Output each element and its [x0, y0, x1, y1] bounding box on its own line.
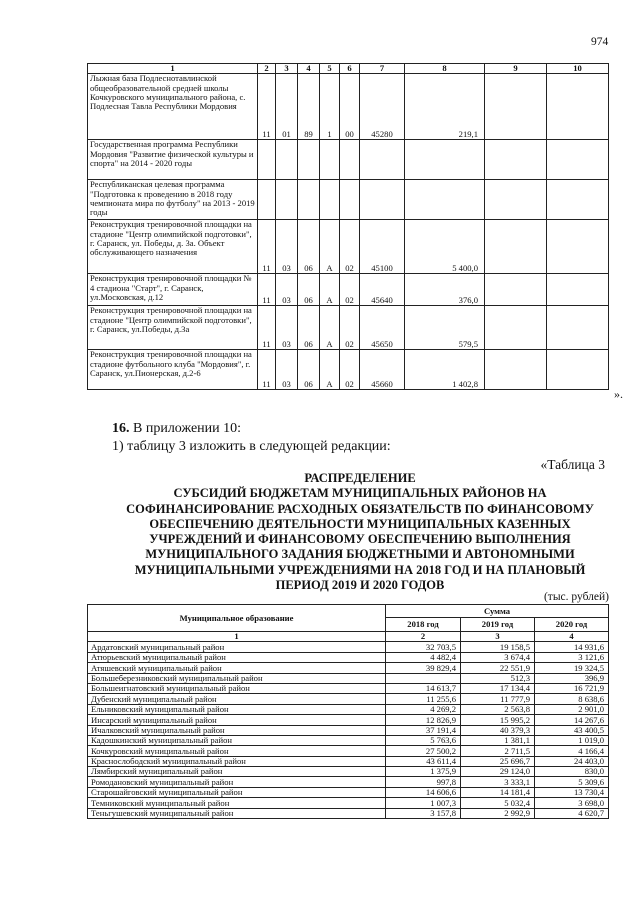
code-cell: 02	[340, 220, 360, 274]
code-cell	[320, 140, 340, 180]
code-cell: 45640	[360, 274, 405, 306]
table-row	[88, 140, 609, 180]
table-row	[88, 673, 609, 683]
code-cell: 45660	[360, 350, 405, 390]
capital-investments-table	[87, 63, 609, 390]
table-row	[88, 746, 609, 756]
closing-quote: ».	[614, 387, 623, 401]
subsidy-amount: 14 267,6	[535, 715, 609, 725]
table-row	[88, 642, 609, 652]
title-line: СОФИНАНСИРОВАНИЕ РАСХОДНЫХ ОБЯЗАТЕЛЬСТВ ПО ФИНАНСОВОМУ	[126, 501, 594, 516]
empty-cell	[485, 350, 547, 390]
object-name-cell: Лыжная база Подлеснотавлинской общеобразовательной средней школы Кочкуровского муниципального района, с. Подлесная Тавла Республики Мордовия	[88, 74, 258, 140]
municipality-name: Большеберезниковский муниципальный район	[88, 673, 386, 683]
municipality-name: Краснослободский муниципальный район	[88, 756, 386, 766]
subsidy-amount: 1 019,0	[535, 735, 609, 745]
col-header: 9	[485, 64, 547, 74]
code-cell	[360, 180, 405, 220]
empty-cell	[547, 140, 609, 180]
year-header: 2019 год	[461, 618, 535, 632]
code-cell: 45280	[360, 74, 405, 140]
col-header: 1	[88, 64, 258, 74]
table-row	[88, 777, 609, 787]
subsidy-amount: 17 134,4	[461, 683, 535, 693]
municipality-name: Большеигнатовский муниципальный район	[88, 683, 386, 693]
empty-cell	[547, 180, 609, 220]
code-cell	[276, 180, 298, 220]
code-cell: 45100	[360, 220, 405, 274]
subsidy-amount: 2 563,8	[461, 704, 535, 714]
table-header-row	[88, 605, 609, 618]
table-row	[88, 756, 609, 766]
code-cell: А	[320, 220, 340, 274]
section-heading	[112, 421, 241, 437]
municipality-name: Ичалковский муниципальный район	[88, 725, 386, 735]
object-name-cell: Государственная программа Республики Мордовия "Развитие физической культуры и спорта" на 2014 - 2020 годы	[88, 140, 258, 180]
code-cell	[298, 180, 320, 220]
table-row	[88, 683, 609, 693]
empty-cell	[485, 220, 547, 274]
subsidy-amount: 11 255,6	[386, 694, 461, 704]
subsidy-amount: 22 551,9	[461, 663, 535, 673]
table-row	[88, 787, 609, 797]
table-row	[88, 274, 609, 306]
code-cell: 11	[258, 220, 276, 274]
municipality-name: Ромодановский муниципальный район	[88, 777, 386, 787]
empty-cell	[485, 306, 547, 350]
empty-cell	[547, 74, 609, 140]
amount-cell: 5 400,0	[405, 220, 485, 274]
subsidy-amount: 2 711,5	[461, 746, 535, 756]
amount-cell	[405, 140, 485, 180]
table-row	[88, 74, 609, 140]
subsidy-amount: 3 698,0	[535, 798, 609, 808]
table-title	[98, 471, 622, 593]
subsidy-amount: 11 777,9	[461, 694, 535, 704]
subsidy-amount: 5 032,4	[461, 798, 535, 808]
table-row	[88, 306, 609, 350]
empty-cell	[485, 74, 547, 140]
municipality-name: Старошайговский муниципальный район	[88, 787, 386, 797]
units-label: (тыс. рублей)	[543, 591, 609, 603]
year-header: 2018 год	[386, 618, 461, 632]
subsidy-amount: 24 403,0	[535, 756, 609, 766]
municipality-name: Теньгушевский муниципальный район	[88, 808, 386, 818]
amount-cell: 219,1	[405, 74, 485, 140]
code-cell: 02	[340, 274, 360, 306]
subsidy-amount: 25 696,7	[461, 756, 535, 766]
column-number: 4	[535, 632, 609, 642]
code-cell: 1	[320, 74, 340, 140]
column-number: 3	[461, 632, 535, 642]
subsidy-amount: 13 730,4	[535, 787, 609, 797]
code-cell: А	[320, 350, 340, 390]
col-header: 8	[405, 64, 485, 74]
subsidy-amount: 40 379,3	[461, 725, 535, 735]
table-row	[88, 715, 609, 725]
code-cell: 89	[298, 74, 320, 140]
subsidy-amount: 32 703,5	[386, 642, 461, 652]
code-cell	[340, 180, 360, 220]
municipality-name: Кадошкинский муниципальный район	[88, 735, 386, 745]
object-name-cell: Реконструкция тренировочной площадки на стадионе футбольного клуба "Мордовия", г. Саранск, ул.Пионерская, д.2-6	[88, 350, 258, 390]
code-cell	[298, 140, 320, 180]
subsidy-amount: 4 482,4	[386, 652, 461, 662]
col-header: 7	[360, 64, 405, 74]
title-line: ПЕРИОД 2019 И 2020 ГОДОВ	[275, 578, 445, 593]
subsidy-amount: 1 375,9	[386, 767, 461, 777]
object-name-cell: Республиканская целевая программа "Подготовка к проведению в 2018 году чемпионата мира по футболу" на 2013 - 2019 годы	[88, 180, 258, 220]
title-line: СУБСИДИЙ БЮДЖЕТАМ МУНИЦИПАЛЬНЫХ РАЙОНОВ НА	[173, 486, 547, 501]
table-row	[88, 220, 609, 274]
subsidy-amount: 997,8	[386, 777, 461, 787]
code-cell	[320, 180, 340, 220]
amount-cell: 1 402,8	[405, 350, 485, 390]
municipality-name: Ардатовский муниципальный район	[88, 642, 386, 652]
subsidy-amount: 19 324,5	[535, 663, 609, 673]
subsidy-amount: 5 763,6	[386, 735, 461, 745]
section-text: В приложении 10:	[133, 421, 242, 436]
municipality-name: Инсарский муниципальный район	[88, 715, 386, 725]
title-line: ОБЕСПЕЧЕНИЮ ДЕЯТЕЛЬНОСТИ МУНИЦИПАЛЬНЫХ КАЗЕННЫХ	[149, 516, 571, 531]
subsidy-amount: 3 157,8	[386, 808, 461, 818]
empty-cell	[547, 220, 609, 274]
subsidy-amount: 29 124,0	[461, 767, 535, 777]
table-label: «Таблица 3	[540, 457, 605, 472]
subsidy-amount: 2 901,0	[535, 704, 609, 714]
amount-cell: 376,0	[405, 274, 485, 306]
column-number: 2	[386, 632, 461, 642]
empty-cell	[547, 350, 609, 390]
table-row	[88, 694, 609, 704]
table-row	[88, 735, 609, 745]
section-number: 16.	[112, 421, 130, 436]
subsidy-amount: 12 826,9	[386, 715, 461, 725]
subsidy-amount: 43 400,5	[535, 725, 609, 735]
subsidy-amount: 1 381,1	[461, 735, 535, 745]
subsidy-amount: 27 500,2	[386, 746, 461, 756]
code-cell: А	[320, 306, 340, 350]
municipality-name: Дубенский муниципальный район	[88, 694, 386, 704]
subsidy-amount: 14 613,7	[386, 683, 461, 693]
code-cell: 06	[298, 274, 320, 306]
empty-cell	[485, 180, 547, 220]
table-row	[88, 767, 609, 777]
table-row	[88, 798, 609, 808]
empty-cell	[547, 306, 609, 350]
code-cell: 03	[276, 274, 298, 306]
subsidy-amount: 15 995,2	[461, 715, 535, 725]
object-name-cell: Реконструкция тренировочной площадки № 4 стадиона "Старт", г. Саранск, ул.Московская, д.12	[88, 274, 258, 306]
subsidy-amount: 3 674,4	[461, 652, 535, 662]
code-cell: 03	[276, 350, 298, 390]
subsidy-amount: 14 606,6	[386, 787, 461, 797]
subsection-text: 1) таблицу 3 изложить в следующей редакции:	[112, 439, 391, 454]
amount-cell: 579,5	[405, 306, 485, 350]
col-header: 5	[320, 64, 340, 74]
col-header: 10	[547, 64, 609, 74]
subsidy-amount: 512,3	[461, 673, 535, 683]
code-cell: 06	[298, 220, 320, 274]
table-row	[88, 808, 609, 818]
subsidy-amount: 16 721,9	[535, 683, 609, 693]
object-name-cell: Реконструкция тренировочной площадки на стадионе "Центр олимпийской подготовки", г. Саранск, ул.Победы, д.3а	[88, 306, 258, 350]
subsidy-amount: 8 638,6	[535, 694, 609, 704]
table-row	[88, 180, 609, 220]
subsidy-amount: 43 611,4	[386, 756, 461, 766]
subsidy-amount: 3 333,1	[461, 777, 535, 787]
subsidy-amount: 37 191,4	[386, 725, 461, 735]
code-cell: 03	[276, 306, 298, 350]
subsidy-amount: 1 007,3	[386, 798, 461, 808]
col-header: 2	[258, 64, 276, 74]
code-cell	[258, 140, 276, 180]
subsidy-amount: 14 181,4	[461, 787, 535, 797]
col-header: 4	[298, 64, 320, 74]
subsidy-amount: 4 620,7	[535, 808, 609, 818]
code-cell: 02	[340, 306, 360, 350]
code-cell	[340, 140, 360, 180]
empty-cell	[485, 140, 547, 180]
subsidy-amount: 830,0	[535, 767, 609, 777]
code-cell	[258, 180, 276, 220]
subsidy-amount: 4 166,4	[535, 746, 609, 756]
title-line: МУНИЦИПАЛЬНЫМИ УЧРЕЖДЕНИЯМИ НА 2018 ГОД И НА ПЛАНОВЫЙ	[134, 562, 586, 577]
subsidy-amount: 4 269,2	[386, 704, 461, 714]
code-cell: 11	[258, 350, 276, 390]
subsidy-amount: 39 829,4	[386, 663, 461, 673]
sum-header: Сумма	[386, 605, 609, 618]
table-row	[88, 350, 609, 390]
title-line: УЧРЕЖДЕНИЙ И ФИНАНСОВОМУ ОБЕСПЕЧЕНИЮ ВЫПОЛНЕНИЯ	[149, 532, 571, 547]
year-header: 2020 год	[535, 618, 609, 632]
page-number: 974	[591, 36, 609, 48]
table-row	[88, 652, 609, 662]
code-cell: 11	[258, 274, 276, 306]
table-row	[88, 663, 609, 673]
subsidy-amount	[386, 673, 461, 683]
column-number: 1	[88, 632, 386, 642]
amount-cell	[405, 180, 485, 220]
subsidy-amount: 19 158,5	[461, 642, 535, 652]
code-cell: 06	[298, 350, 320, 390]
col-header: 6	[340, 64, 360, 74]
title-line: МУНИЦИПАЛЬНОГО ЗАДАНИЯ БЮДЖЕТНЫМИ И АВТОНОМНЫМИ	[145, 547, 575, 562]
subsidy-amount: 5 309,6	[535, 777, 609, 787]
municipality-name: Темниковский муниципальный район	[88, 798, 386, 808]
code-cell: 01	[276, 74, 298, 140]
municipality-col-header: Муниципальное образование	[88, 605, 386, 632]
empty-cell	[547, 274, 609, 306]
table-row	[88, 704, 609, 714]
municipality-name: Атяшевский муниципальный район	[88, 663, 386, 673]
table-header-row	[88, 64, 609, 74]
code-cell	[276, 140, 298, 180]
col-header: 3	[276, 64, 298, 74]
object-name-cell: Реконструкция тренировочной площадки на стадионе "Центр олимпийской подготовки", г. Саранск, ул. Победы, д. 3а. Объект обслуживающего назначения	[88, 220, 258, 274]
subsidies-table	[87, 604, 609, 819]
municipality-name: Ельниковский муниципальный район	[88, 704, 386, 714]
code-cell: А	[320, 274, 340, 306]
code-cell: 02	[340, 350, 360, 390]
subsidy-amount: 396,9	[535, 673, 609, 683]
empty-cell	[485, 274, 547, 306]
code-cell: 11	[258, 306, 276, 350]
subsidy-amount: 3 121,6	[535, 652, 609, 662]
municipality-name: Атюрьевский муниципальный район	[88, 652, 386, 662]
subsidy-amount: 14 931,6	[535, 642, 609, 652]
subsidy-amount: 2 992,9	[461, 808, 535, 818]
code-cell: 11	[258, 74, 276, 140]
code-cell: 00	[340, 74, 360, 140]
code-cell: 03	[276, 220, 298, 274]
code-cell	[360, 140, 405, 180]
code-cell: 06	[298, 306, 320, 350]
municipality-name: Лямбирский муниципальный район	[88, 767, 386, 777]
code-cell: 45650	[360, 306, 405, 350]
table-row	[88, 725, 609, 735]
title-line: РАСПРЕДЕЛЕНИЕ	[304, 471, 416, 485]
municipality-name: Кочкуровский муниципальный район	[88, 746, 386, 756]
column-number-row	[88, 632, 609, 642]
